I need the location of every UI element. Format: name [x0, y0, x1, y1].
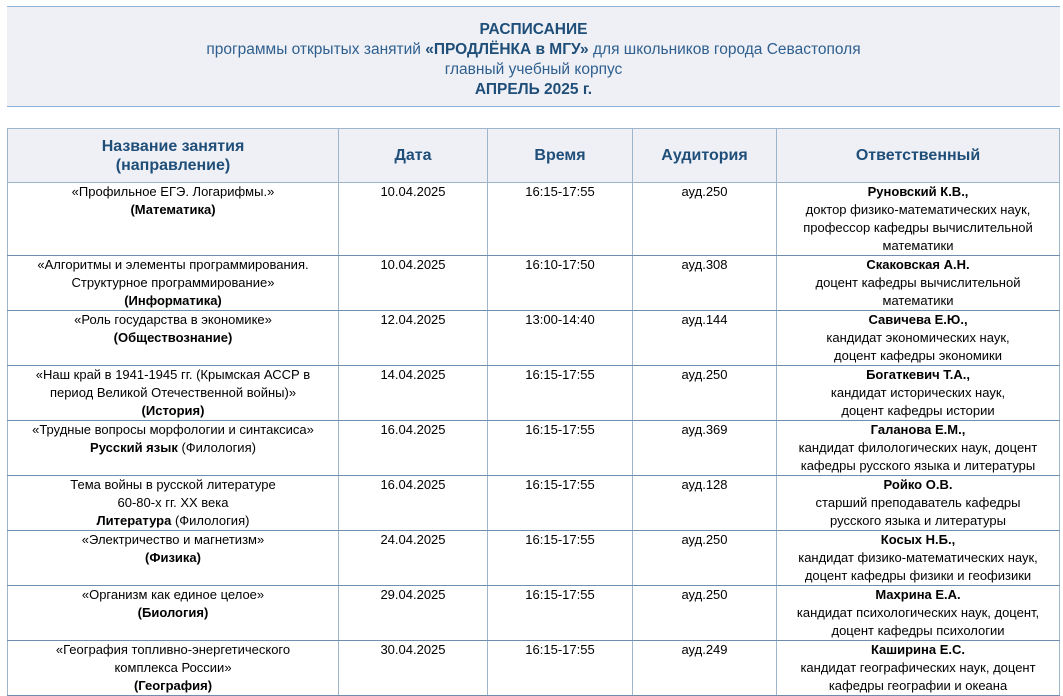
responsible-detail: кандидат географических наук, доцент [800, 660, 1036, 675]
lesson-subject [10, 402, 336, 420]
responsible-cell [777, 531, 1060, 586]
responsible-name: Савичева Е.Ю., [868, 312, 968, 327]
lesson-room: ауд.250 [633, 586, 777, 641]
responsible-name: Ройко О.В. [883, 477, 953, 492]
lesson-room: ауд.250 [633, 183, 777, 256]
lesson-subject-bold: (История) [141, 403, 205, 418]
lesson-title-cell [8, 421, 339, 476]
lesson-title-line: «Профильное ЕГЭ. Логарифмы.» [71, 184, 275, 199]
column-header-time: Время [488, 129, 633, 183]
responsible-detail: кандидат физико-математических наук, [798, 550, 1038, 565]
lesson-date: 30.04.2025 [339, 641, 488, 696]
lesson-subject [10, 677, 336, 695]
responsible-name: Каширина Е.С. [870, 642, 966, 657]
responsible-name: Косых Н.Б., [880, 532, 956, 547]
header-program-line [7, 40, 1060, 60]
responsible-detail: кандидат филологических наук, доцент [798, 440, 1038, 455]
responsible-cell [777, 586, 1060, 641]
responsible-detail: доцент кафедры истории [841, 403, 995, 418]
lesson-room: ауд.369 [633, 421, 777, 476]
lesson-room: ауд.250 [633, 531, 777, 586]
responsible-detail: кафедры географии и океана [828, 678, 1008, 693]
lesson-subject-bold: Литература [96, 513, 172, 528]
lesson-subject-bold: (Физика) [145, 550, 201, 565]
lesson-time: 16:15-17:55 [488, 531, 633, 586]
lesson-title-line: Тема войны в русской литературе [70, 477, 276, 492]
lesson-title-line: «Роль государства в экономике» [74, 312, 272, 327]
header-location: главный учебный корпус [444, 61, 623, 78]
schedule-header [7, 6, 1060, 107]
table-row [8, 366, 1060, 421]
responsible-cell [777, 476, 1060, 531]
header-month: АПРЕЛЬ 2025 г. [474, 81, 593, 98]
lesson-title-line: Структурное программирование» [71, 275, 275, 290]
responsible-detail: доцент кафедры вычислительной [815, 275, 1021, 290]
lesson-room: ауд.308 [633, 256, 777, 311]
lesson-subject-extra: (Филология) [177, 440, 256, 455]
lesson-date: 16.04.2025 [339, 476, 488, 531]
lesson-subject [10, 604, 336, 622]
responsible-cell [777, 183, 1060, 256]
lesson-title-line: «Электричество и магнетизм» [81, 532, 265, 547]
responsible-name: Галанова Е.М., [870, 422, 966, 437]
lesson-subject-bold: (География) [133, 678, 213, 693]
responsible-name: Махрина Е.А. [875, 587, 961, 602]
lesson-subject-bold: (Обществознание) [113, 330, 233, 345]
lesson-time: 16:15-17:55 [488, 641, 633, 696]
lesson-title-cell [8, 586, 339, 641]
header-program-pre: программы открытых занятий [206, 41, 426, 58]
lesson-subject-bold: (Математика) [130, 202, 216, 217]
table-row [8, 641, 1060, 696]
responsible-cell [777, 641, 1060, 696]
column-header-room: Аудитория [633, 129, 777, 183]
responsible-detail: математики [882, 238, 954, 253]
table-row [8, 421, 1060, 476]
lesson-date: 29.04.2025 [339, 586, 488, 641]
schedule-table [7, 128, 1060, 696]
responsible-cell [777, 311, 1060, 366]
responsible-name: Богаткевич Т.А., [866, 367, 970, 382]
lesson-subject-bold: (Информатика) [124, 293, 222, 308]
lesson-time: 16:15-17:55 [488, 183, 633, 256]
header-program-post: для школьников города Севастополя [588, 41, 861, 58]
lesson-title-line: комплекса России» [114, 660, 232, 675]
lesson-title-line: «География топливно-энергетического [55, 642, 291, 657]
lesson-title-line: 60-80-х гг. ХХ века [117, 495, 229, 510]
responsible-detail: кандидат экономических наук, [826, 330, 1010, 345]
table-row [8, 311, 1060, 366]
lesson-time: 13:00-14:40 [488, 311, 633, 366]
lesson-date: 14.04.2025 [339, 366, 488, 421]
lesson-title-cell [8, 256, 339, 311]
lesson-title-line: «Наш край в 1941-1945 гг. (Крымская АССР в [35, 367, 311, 382]
lesson-time: 16:10-17:50 [488, 256, 633, 311]
lesson-subject [10, 201, 336, 219]
column-header-responsible: Ответственный [777, 129, 1060, 183]
lesson-title-cell [8, 183, 339, 256]
column-header-date: Дата [339, 129, 488, 183]
lesson-date: 24.04.2025 [339, 531, 488, 586]
lesson-room: ауд.249 [633, 641, 777, 696]
lesson-title-line: «Трудные вопросы морфологии и синтаксиса» [32, 422, 314, 437]
lesson-subject-bold: (Биология) [137, 605, 209, 620]
lesson-room: ауд.144 [633, 311, 777, 366]
lesson-date: 12.04.2025 [339, 311, 488, 366]
header-program-name: «ПРОДЛЁНКА в МГУ» [425, 41, 589, 58]
table-row [8, 531, 1060, 586]
lesson-date: 10.04.2025 [339, 256, 488, 311]
lesson-time: 16:15-17:55 [488, 366, 633, 421]
lesson-subject [10, 292, 336, 310]
table-header-row [8, 129, 1060, 183]
responsible-detail: русского языка и литературы [830, 513, 1006, 528]
lesson-time: 16:15-17:55 [488, 476, 633, 531]
responsible-cell [777, 366, 1060, 421]
lesson-time: 16:15-17:55 [488, 586, 633, 641]
lesson-subject [10, 439, 336, 457]
lesson-time: 16:15-17:55 [488, 421, 633, 476]
lesson-title-line: период Великой Отечественной войны)» [49, 385, 297, 400]
responsible-cell [777, 256, 1060, 311]
lesson-subject-bold: Русский язык [90, 440, 178, 455]
lesson-date: 10.04.2025 [339, 183, 488, 256]
lesson-title-line: «Организм как единое целое» [81, 587, 265, 602]
table-row [8, 586, 1060, 641]
responsible-detail: математики [882, 293, 954, 308]
table-row [8, 256, 1060, 311]
lesson-subject-extra: (Филология) [171, 513, 250, 528]
lesson-subject [10, 549, 336, 567]
lesson-subject [10, 329, 336, 347]
header-title: РАСПИСАНИЕ [479, 21, 588, 38]
responsible-detail: старший преподаватель кафедры [815, 495, 1021, 510]
lesson-room: ауд.250 [633, 366, 777, 421]
responsible-cell [777, 421, 1060, 476]
lesson-title-cell [8, 476, 339, 531]
responsible-detail: кафедры русского языка и литературы [800, 458, 1036, 473]
lesson-title-cell [8, 366, 339, 421]
responsible-detail: доцент кафедры психологии [831, 623, 1005, 638]
lesson-title-cell [8, 531, 339, 586]
column-header-title: Название занятия (направление) [8, 129, 339, 183]
lesson-subject [10, 512, 336, 530]
lesson-date: 16.04.2025 [339, 421, 488, 476]
responsible-detail: кандидат психологических наук, доцент, [796, 605, 1040, 620]
lesson-room: ауд.128 [633, 476, 777, 531]
lesson-title-cell [8, 641, 339, 696]
responsible-detail: кандидат исторических наук, [830, 385, 1006, 400]
responsible-detail: доктор физико-математических наук, [805, 202, 1031, 217]
lesson-title-cell [8, 311, 339, 366]
lesson-title-line: «Алгоритмы и элементы программирования. [37, 257, 309, 272]
table-row [8, 476, 1060, 531]
responsible-detail: доцент кафедры физики и геофизики [804, 568, 1032, 583]
responsible-detail: доцент кафедры экономики [834, 348, 1002, 363]
responsible-detail: профессор кафедры вычислительной [803, 220, 1033, 235]
table-row [8, 183, 1060, 256]
responsible-name: Скаковская А.Н. [866, 257, 970, 272]
responsible-name: Руновский К.В., [867, 184, 969, 199]
